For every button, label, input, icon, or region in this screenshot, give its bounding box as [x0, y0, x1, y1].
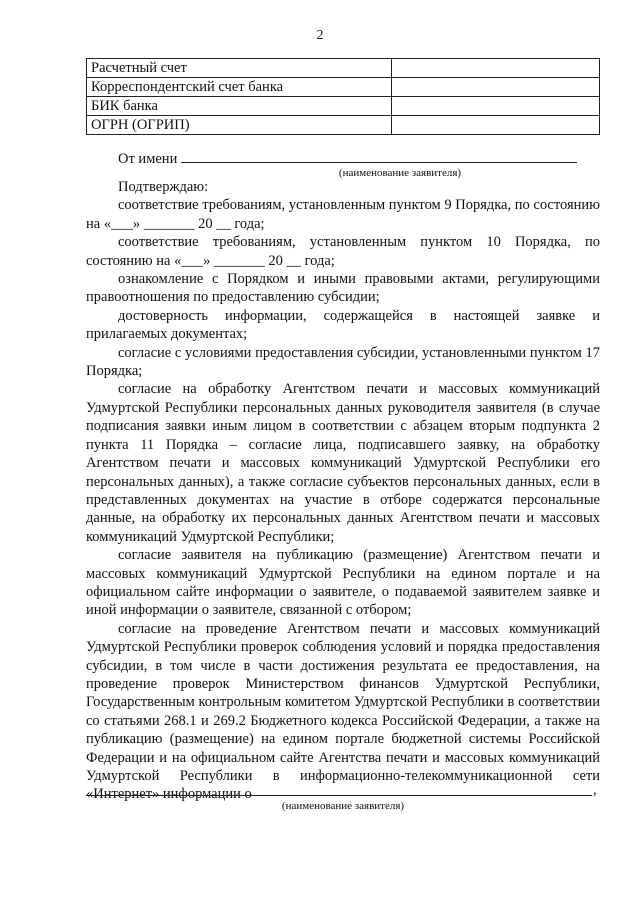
table-cell-label: Расчетный счет: [87, 59, 392, 78]
paragraph: соответствие требованиям, установленным пунктом 9 Порядка, по состоянию на «___» _______ 20 __ года;: [86, 197, 601, 232]
paragraph: согласие с условиями предоставления субсидии, установленными пунктом 17 Порядка;: [86, 344, 600, 380]
paragraph: согласие на обработку Агентством печати и массовых коммуникаций Удмуртской Республики персональных данных руководителя заявителя (в случае подписания заявки иным лицом в соответствии с абзацем вторым подпункта 2 пункта 11 Порядка – согласие лица, подписавшего заявку, на обработку Агентством печати и массовых коммуникаций Удмуртской Республики его персональных данных), а также согласие субъектов персональных данных, если в представленных документах на участие в отборе содержатся персональные данные, на обработку их персональных данных Агентством печати и массовых коммуникаций Удмуртской Республики;: [86, 381, 600, 545]
paragraph: согласие заявителя на публикацию (размещение) Агентством печати и массовых коммуникаций Удмуртской Республики на едином портале и на официальном сайте информации о заявителе, о подаваемой заявителем заявке и иной информации о заявителе, связанной с отбором;: [86, 547, 600, 619]
paragraph: достоверность информации, содержащейся в настоящей заявке и прилагаемых документах;: [86, 307, 600, 343]
paragraph: соответствие требованиям, установленным пунктом 10 Порядка, по состоянию на «___» _______ 20 __ года;: [86, 234, 600, 269]
applicant-name-line-bottom: [86, 795, 592, 796]
table-cell-label: Корреспондентский счет банка: [87, 78, 392, 97]
table-cell-label: БИК банка: [87, 97, 392, 116]
table-row: [87, 59, 600, 78]
on-behalf-label: От имени: [118, 151, 178, 167]
table-row: [87, 116, 600, 135]
table-cell-value: [392, 97, 600, 116]
table-row: [87, 97, 600, 116]
bank-details-table: [86, 58, 600, 135]
confirm-heading: Подтверждаю:: [118, 179, 209, 195]
trailing-comma: ,: [593, 782, 597, 798]
applicant-name-line: [181, 148, 577, 163]
table-cell-value: [392, 78, 600, 97]
applicant-hint: (наименование заявителя): [338, 167, 462, 179]
page-number: 2: [316, 28, 324, 43]
applicant-hint-bottom: (наименование заявителя): [281, 800, 405, 812]
paragraph: согласие на проведение Агентством печати и массовых коммуникаций Удмуртской Республики проверок соблюдения условий и порядка предоставления субсидии, в том числе в части достижения результата ее предоставления, на проведение проверок Министерством финансов Удмуртской Республики, Государственным контрольным комитетом Удмуртской Республики в соответствии со статьями 268.1 и 269.2 Бюджетного кодекса Российской Федерации, а также на публикацию (размещение) на едином портале бюджетной системы Российской Федерации и на официальном сайте Агентства печати и массовых коммуникаций Удмуртской Республики в информационно-телекоммуникационной сети «Интернет» информации о: [86, 620, 600, 803]
table-cell-label: ОГРН (ОГРИП): [87, 116, 392, 135]
paragraph: ознакомление с Порядком и иными правовыми актами, регулирующими правоотношения по предоставлению субсидии;: [86, 271, 600, 306]
table-row: [87, 78, 600, 97]
table-cell-value: [392, 59, 600, 78]
on-behalf-row: [118, 148, 600, 168]
table-cell-value: [392, 116, 600, 135]
confirmation-body: [86, 178, 600, 804]
